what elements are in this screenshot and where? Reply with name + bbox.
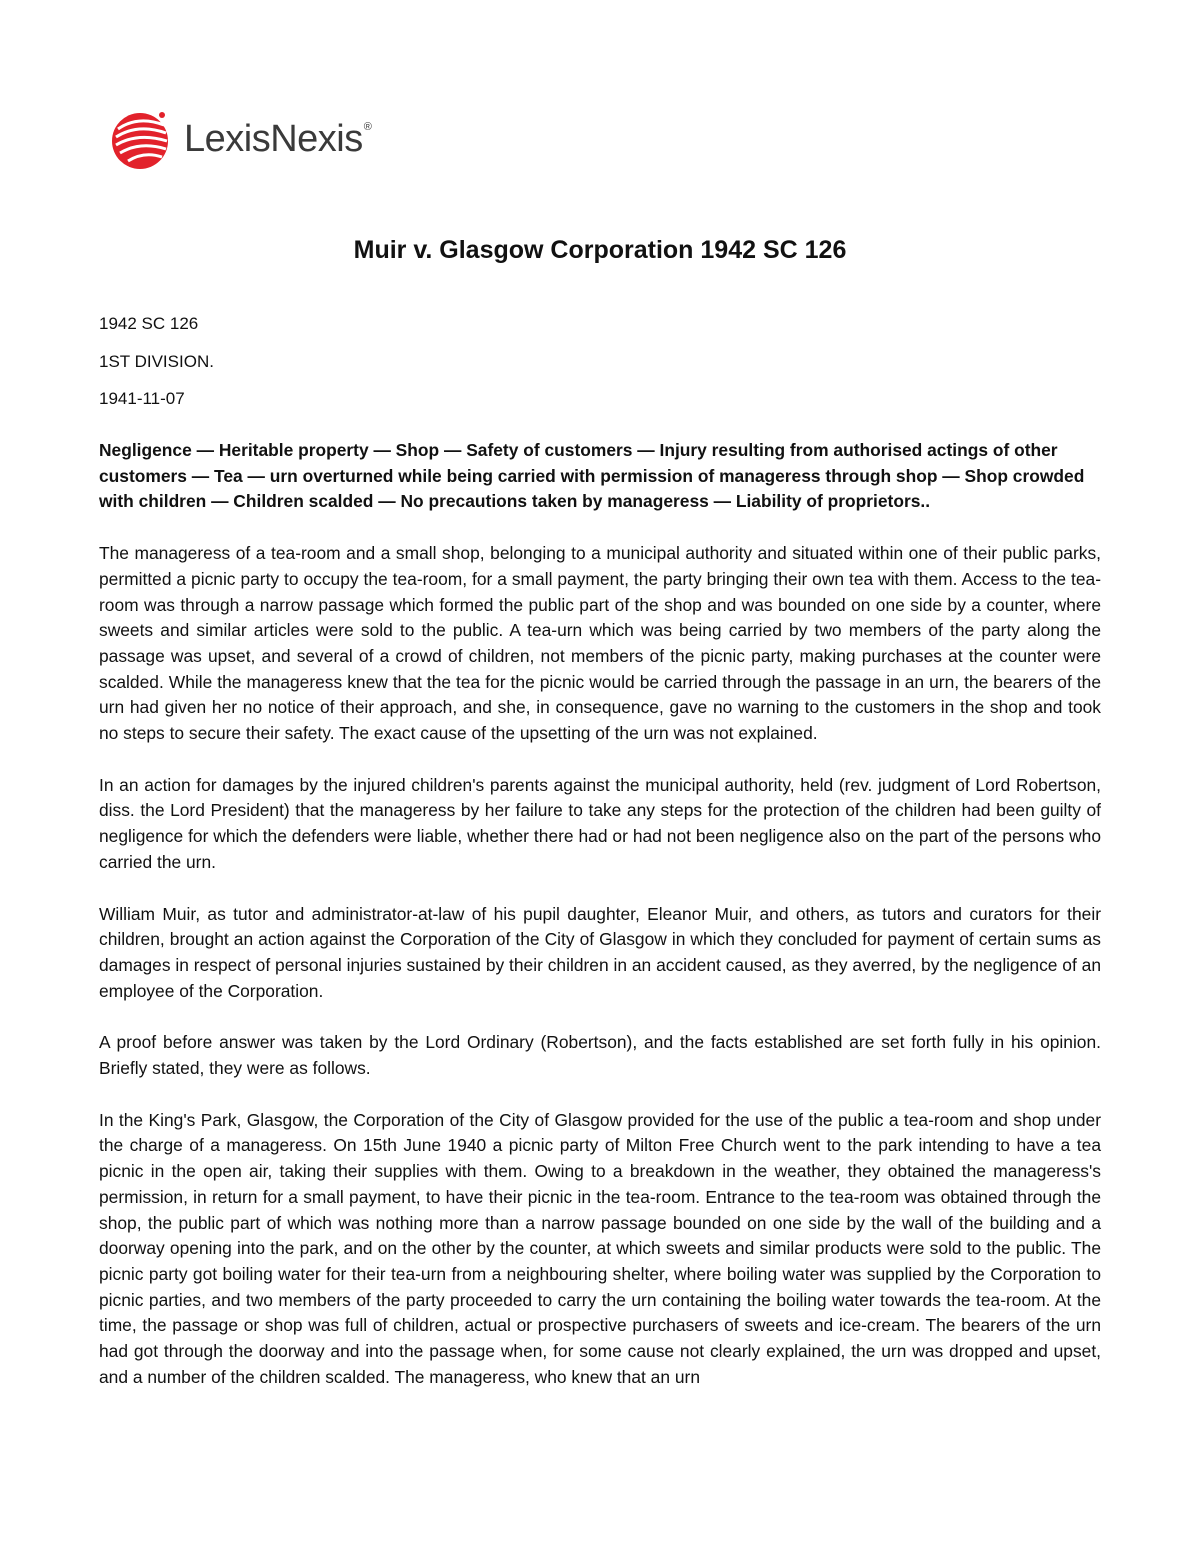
paragraph: William Muir, as tutor and administrator-at-law of his pupil daughter, Eleanor Muir, and others, as tutors and curators for their children, brought an action against the Corporation of the City of Glasgow in which they concluded for payment of certain sums as damages in respect of personal injuries sustained by their children in an accident caused, as they averred, by the negligence of an employee of the Corporation. <box>99 903 1101 1001</box>
judgment-date: 1941-11-07 <box>99 389 185 408</box>
court-division: 1ST DIVISION. <box>99 352 214 371</box>
headnote: Negligence — Heritable property — Shop — Safety of customers — Injury resulting from authorised actings of other customers — Tea — urn overturned while being carried with permission of manageress through shop — Shop crowded with children — Children scalded — No precautions taken by manageress — Liability of proprietors.. <box>99 440 1085 512</box>
citation: 1942 SC 126 <box>99 314 199 333</box>
paragraph: The manageress of a tea-room and a small shop, belonging to a municipal authority and situated within one of their public parks, permitted a picnic party to occupy the tea-room, for a small payment, the party bringing their own tea with them. Access to the tea-room was through a narrow passage which formed the public part of the shop and was bounded on one side by a counter, where sweets and similar articles were sold to the public. A tea-urn which was being carried by two members of the party along the passage was upset, and several of a crowd of children, not members of the picnic party, making purchases at the counter were scalded. While the manageress knew that the tea for the picnic would be carried through the passage in an urn, the bearers of the urn had given her no notice of their approach, and she, in consequence, gave no warning to the customers in the shop and took no steps to secure their safety. The exact cause of the upsetting of the urn was not explained. <box>99 543 1101 744</box>
paragraph: In the King's Park, Glasgow, the Corporation of the City of Glasgow provided for the use of the public a tea-room and shop under the charge of a manageress. On 15th June 1940 a picnic party of Milton Free Church went to the park intending to have a tea picnic in the open air, taking their supplies with them. Owing to a breakdown in the weather, they obtained the manageress's permission, in return for a small payment, to have their picnic in the tea-room. Entrance to the tea-room was obtained through the shop, the public part of which was nothing more than a narrow passage bounded on one side by the wall of the building and a doorway opening into the park, and on the other by the counter, at which sweets and similar products were sold to the public. The picnic party got boiling water for their tea-urn from a neighbouring shelter, where boiling water was supplied by the Corporation to picnic parties, and two members of the party proceeded to carry the urn containing the boiling water towards the tea-room. At the time, the passage or shop was full of children, actual or prospective purchasers of sweets and ice-cream. The bearers of the urn had got through the doorway and into the passage when, for some cause not clearly explained, the urn was dropped and upset, and a number of the children scalded. The manageress, who knew that an urn <box>99 1109 1101 1387</box>
paragraph: A proof before answer was taken by the Lord Ordinary (Robertson), and the facts established are set forth fully in his opinion. Briefly stated, they were as follows. <box>99 1032 1101 1079</box>
lexisnexis-emblem-icon <box>108 107 172 171</box>
logo-wordmark: LexisNexis® <box>184 118 372 160</box>
document-title: Muir v. Glasgow Corporation 1942 SC 126 <box>353 236 847 264</box>
lexisnexis-logo <box>108 106 371 172</box>
document-body <box>99 438 1101 1417</box>
paragraph: In an action for damages by the injured children's parents against the municipal authority, held (rev. judgment of Lord Robertson, diss. the Lord President) that the manageress by her failure to take any steps for the protection of the children had been guilty of negligence for which the defenders were liable, whether there had or had not been negligence also on the part of the persons who carried the urn. <box>99 774 1101 872</box>
